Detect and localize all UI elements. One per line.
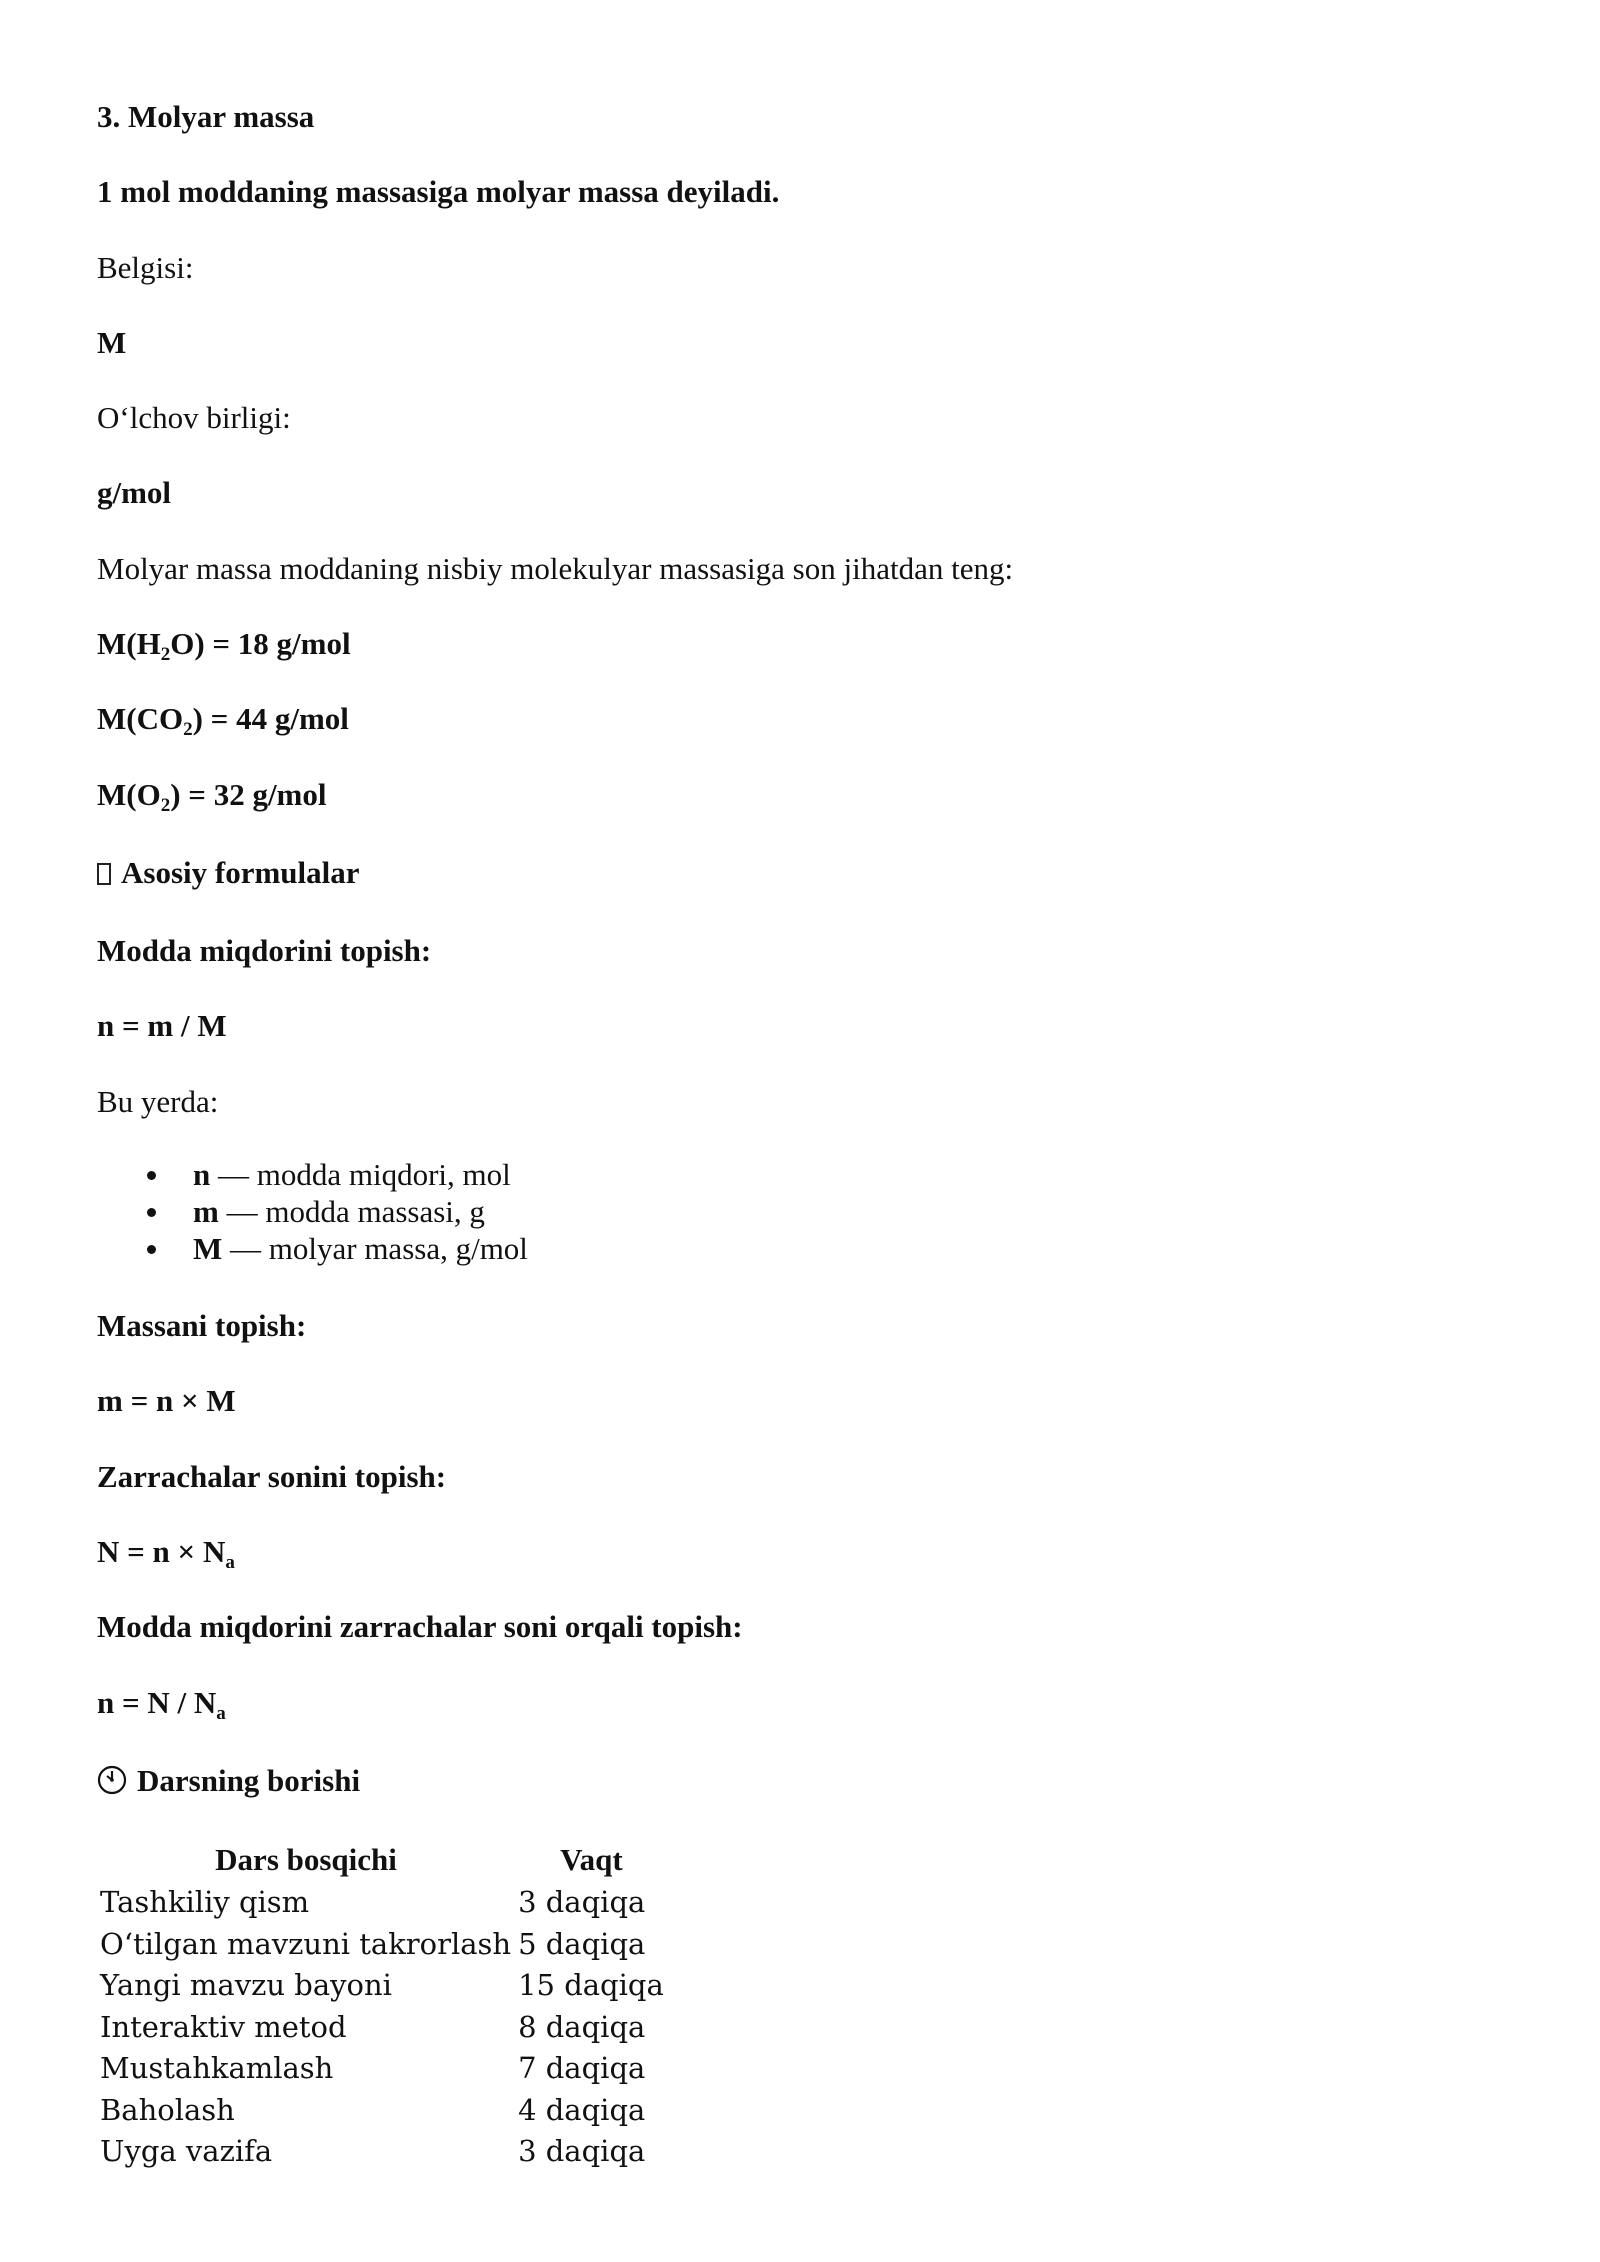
table-cell: Uyga vazifa: [100, 2134, 273, 2168]
table-row: [97, 2007, 668, 2049]
column-header-stage: Dars bosqichi: [215, 1842, 397, 1877]
table-cell: 7 daqiqa: [518, 2051, 646, 2085]
lesson-plan-table: [97, 1840, 668, 2173]
formula-particles: $N = n \times N_a$: [97, 1534, 235, 1573]
table-cell: Yangi mavzu bayoni: [100, 1968, 392, 2002]
variables-list: [147, 1156, 528, 1267]
find-particles-label: Zarrachalar sonini topish:: [97, 1459, 447, 1494]
unit-value: g/mol: [97, 475, 172, 510]
table-cell: 15 daqiqa: [518, 1968, 664, 2002]
table-cell: 4 daqiqa: [518, 2092, 646, 2127]
example-co2: $M(CO_2) = 44$ g/mol: [97, 701, 349, 740]
table-row: [97, 2048, 668, 2090]
symbol-label: Belgisi:: [97, 250, 194, 285]
table-row: [97, 1965, 668, 2007]
table-cell: Interaktiv metod: [100, 2009, 347, 2044]
table-row: [97, 1924, 668, 1966]
table-cell: 5 daqiqa: [518, 1926, 646, 1961]
list-item: n — modda miqdori, mol: [147, 1156, 528, 1193]
unit-label: O‘lchov birligi:: [97, 400, 291, 435]
column-header-time: Vaqt: [560, 1842, 623, 1877]
table-row: [97, 2090, 668, 2132]
section-title: 3. Molyar massa: [97, 99, 315, 134]
find-amount-particles-label: Modda miqdorini zarrachalar soni orqali topish:: [97, 1609, 743, 1644]
stopwatch-icon: [97, 1765, 127, 1795]
table-row: [97, 2131, 668, 2173]
example-water: $M(H_2O) = 18$ g/mol: [97, 626, 351, 665]
lesson-heading: Darsning borishi: [97, 1761, 360, 1801]
table-cell: 3 daqiqa: [518, 1885, 646, 1919]
table-cell: 8 daqiqa: [518, 2009, 646, 2044]
formula-amount: n = m / M: [97, 1008, 227, 1043]
table-cell: Baholash: [100, 2092, 235, 2127]
where-label: Bu yerda:: [97, 1084, 219, 1119]
example-o2: $M(O_2) = 32$ g/mol: [97, 777, 327, 816]
table-cell: O‘tilgan mavzuni takrorlash: [100, 1926, 512, 1961]
table-cell: 3 daqiqa: [518, 2134, 646, 2168]
find-amount-label: Modda miqdorini topish:: [97, 933, 432, 968]
relation-text: Molyar massa moddaning nisbiy molekulyar massasiga son jihatdan teng:: [97, 551, 1014, 586]
symbol-value: M: [97, 325, 127, 360]
table-cell: Tashkiliy qism: [100, 1885, 310, 1919]
list-item: m — modda massasi, g: [147, 1193, 528, 1230]
formulas-heading: Asosiy formulalar: [97, 853, 360, 893]
table-header-row: [97, 1840, 668, 1882]
table-cell: Mustahkamlash: [100, 2051, 334, 2085]
table-row: [97, 1882, 668, 1924]
list-item: M — molyar massa, g/mol: [147, 1230, 528, 1267]
missing-glyph-icon: [97, 863, 111, 885]
formula-mass: m = n × M: [97, 1383, 236, 1418]
formula-amount-particles: $n = N / N_a$: [97, 1685, 226, 1724]
definition-text: 1 mol moddaning massasiga molyar massa deyiladi.: [97, 174, 780, 209]
find-mass-label: Massani topish:: [97, 1308, 307, 1343]
